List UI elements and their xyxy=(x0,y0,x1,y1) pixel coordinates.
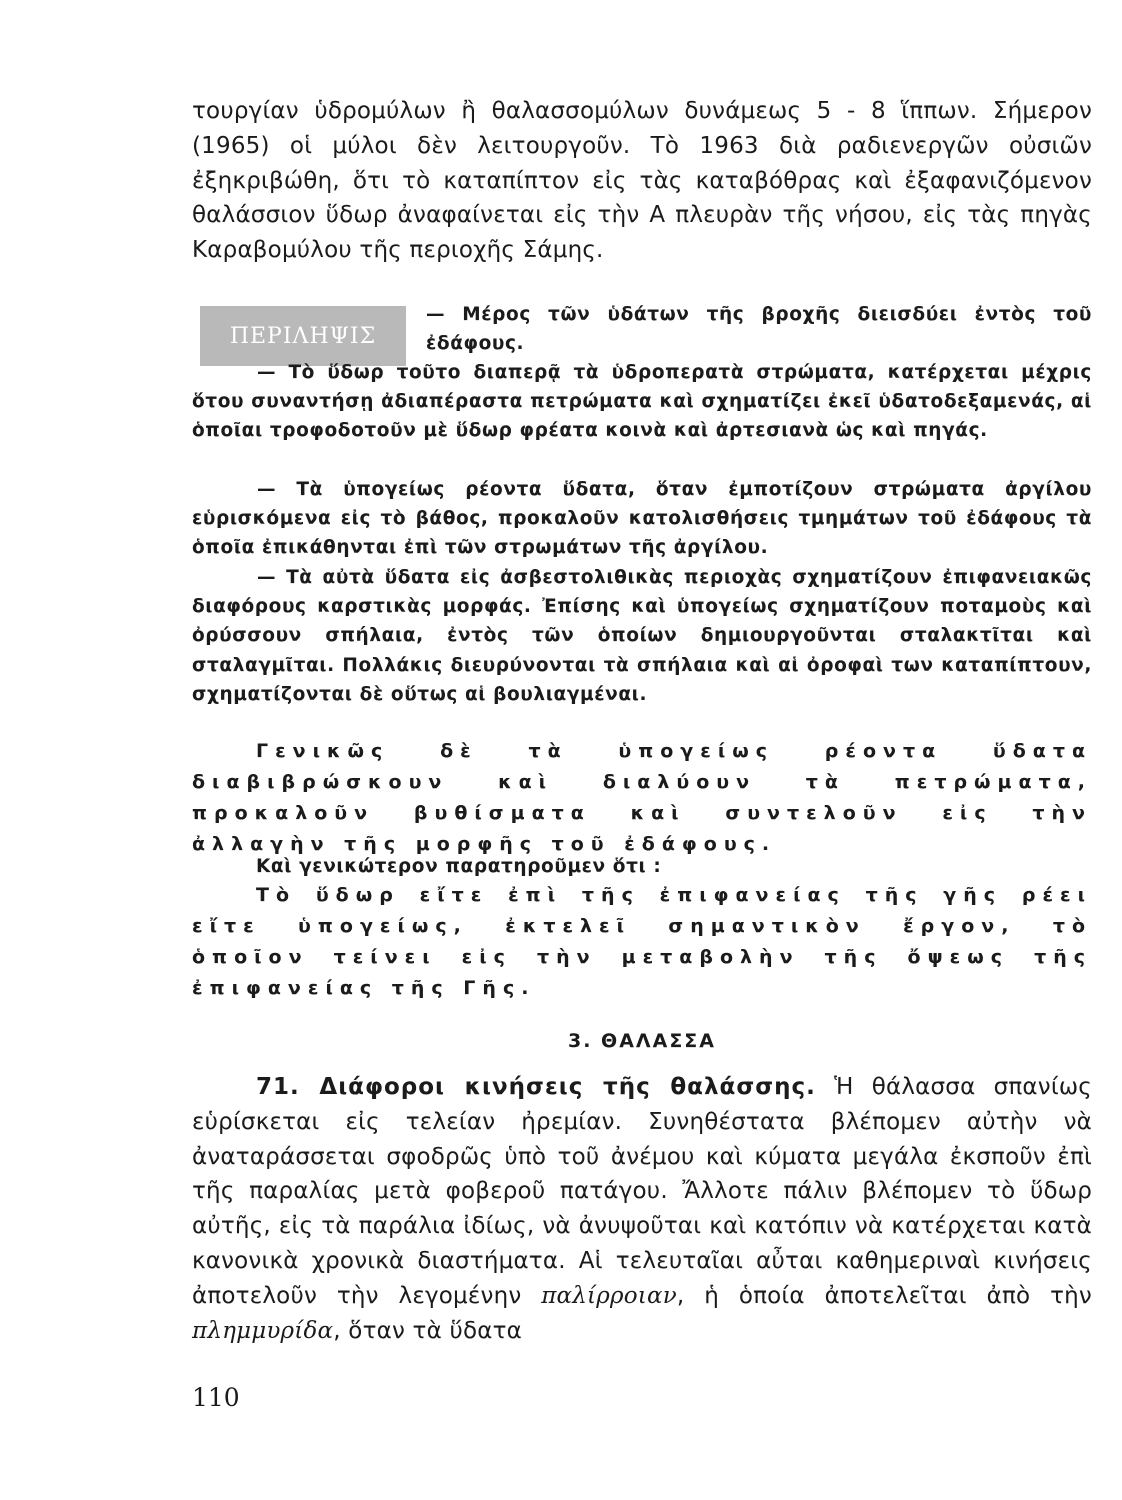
general-intro: Καὶ γενικώτερον παρατηροῦμεν ὅτι : xyxy=(256,856,662,877)
paragraph-71-text: , ὅταν τὰ ὕδατα xyxy=(333,1317,523,1344)
paragraph-71-heading: 71. Διάφοροι κινήσεις τῆς θαλάσσης. xyxy=(256,1074,816,1100)
term-plimmyrida: πλημμυρίδα xyxy=(192,1317,334,1344)
paragraph-top: τουργίαν ὑδρομύλων ἢ θαλασσομύλων δυνάμεως 5 - 8 ἵππων. Σήμερον (1965) οἱ μύλοι δὲν λειτουργοῦν. Τὸ 1963 διὰ ραδιενεργῶν οὐσιῶν ἐξηκριβώθη, ὅτι τὸ καταπίπτον εἰς τὰς καταβόθρας καὶ ἐξαφανιζόμενον θαλάσσιον ὕδωρ ἀναφαίνεται εἰς τὴν Α πλευρὰν τῆς νήσου, εἰς τὰς πηγὰς Καραβομύλου τῆς περιοχῆς Σάμης. xyxy=(192,98,1092,264)
summary-item: — Μέρος τῶν ὑδάτων τῆς βροχῆς διεισδύει ἐντὸς τοῦ ἐδάφους. xyxy=(426,304,1092,355)
page-number: 110 xyxy=(192,1383,240,1412)
paragraph-71-text: Ἡ θάλασσα σπανίως εὑρίσκεται εἰς τελείαν ἠρεμίαν. Συνηθέστατα βλέπομεν αὐτὴν νὰ ἀναταράσσεται σφοδρῶς ὑπὸ τοῦ ἀνέμου καὶ κύματα μεγάλα ἐκσποῦν ἐπὶ τῆς παραλίας μετὰ φοβεροῦ πατάγου. Ἄλλοτε πάλιν βλέπομεν τὸ ὕδωρ αὐτῆς, εἰς τὰ παράλια ἰδίως, νὰ ἀνυψοῦται καὶ κατόπιν νὰ κατέρχεται κατὰ κανονικὰ χρονικὰ διαστήματα. Αἱ τελευταῖαι αὖται καθημεριναὶ κινήσεις ἀποτελοῦν τὴν λεγομένην xyxy=(192,1074,1092,1309)
section-heading: 3. ΘΑΛΑΣΣΑ xyxy=(568,1030,716,1052)
summary-item: — Τὰ ὑπογείως ρέοντα ὕδατα, ὅταν ἐμποτίζουν στρώματα ἀργίλου εὑρισκόμενα εἰς τὸ βάθος, προκαλοῦν κατολισθήσεις τμημάτων τοῦ ἐδάφους τὰ ὁποῖα ἐπικάθηνται ἐπὶ τῶν στρωμάτων τῆς ἀργίλου. xyxy=(192,479,1092,559)
general-conclusion: Τὸ ὕδωρ εἴτε ἐπὶ τῆς ἐπιφανείας τῆς γῆς ρέει εἴτε ὑπογείως, ἐκτελεῖ σημαντικὸν ἔργον, τὸ ὁποῖον τείνει εἰς τὴν μεταβολὴν τῆς ὄψεως τῆς ἐπιφανείας τῆς Γῆς. xyxy=(192,884,1092,999)
summary-label-badge: ΠΕΡΙΛΗΨΙΣ xyxy=(200,306,406,366)
paragraph-71 xyxy=(192,1070,1092,1348)
paragraph-71-text: , ἡ ὁποία ἀποτελεῖται ἀπὸ τὴν xyxy=(676,1282,1092,1309)
summary-item: — Τὸ ὕδωρ τοῦτο διαπερᾷ τὰ ὑδροπερατὰ στρώματα, κατέρχεται μέχρις ὅτου συναντήσῃ ἀδιαπέραστα πετρώματα καὶ σχηματίζει ἐκεῖ ὑδατοδεξαμενάς, αἱ ὁποῖαι τροφοδοτοῦν μὲ ὕδωρ φρέατα κοινὰ καὶ ἀρτεσιανὰ ὡς καὶ πηγάς. xyxy=(192,362,1092,442)
general-statement: Γενικῶς δὲ τὰ ὑπογείως ρέοντα ὕδατα διαβιβρώσκουν καὶ διαλύουν τὰ πετρώματα, προκαλοῦν βυθίσματα καὶ συντελοῦν εἰς τὴν ἀλλαγὴν τῆς μορφῆς τοῦ ἐδάφους. xyxy=(192,740,1092,855)
summary-item: — Τὰ αὐτὰ ὕδατα εἰς ἀσβεστολιθικὰς περιοχὰς σχηματίζουν ἐπιφανειακῶς διαφόρους καρστικὰς μορφάς. Ἐπίσης καὶ ὑπογείως σχηματίζουν ποταμοὺς καὶ ὀρύσσουν σπήλαια, ἐντὸς τῶν ὁποίων δημιουργοῦνται σταλακτῖται καὶ σταλαγμῖται. Πολλάκις διευρύνονται τὰ σπήλαια καὶ αἱ ὀροφαὶ των καταπίπτουν, σχηματίζονται δὲ οὕτως αἱ βουλιαγμέναι. xyxy=(192,567,1092,705)
term-palirroia: παλίρροιαν xyxy=(541,1282,677,1309)
